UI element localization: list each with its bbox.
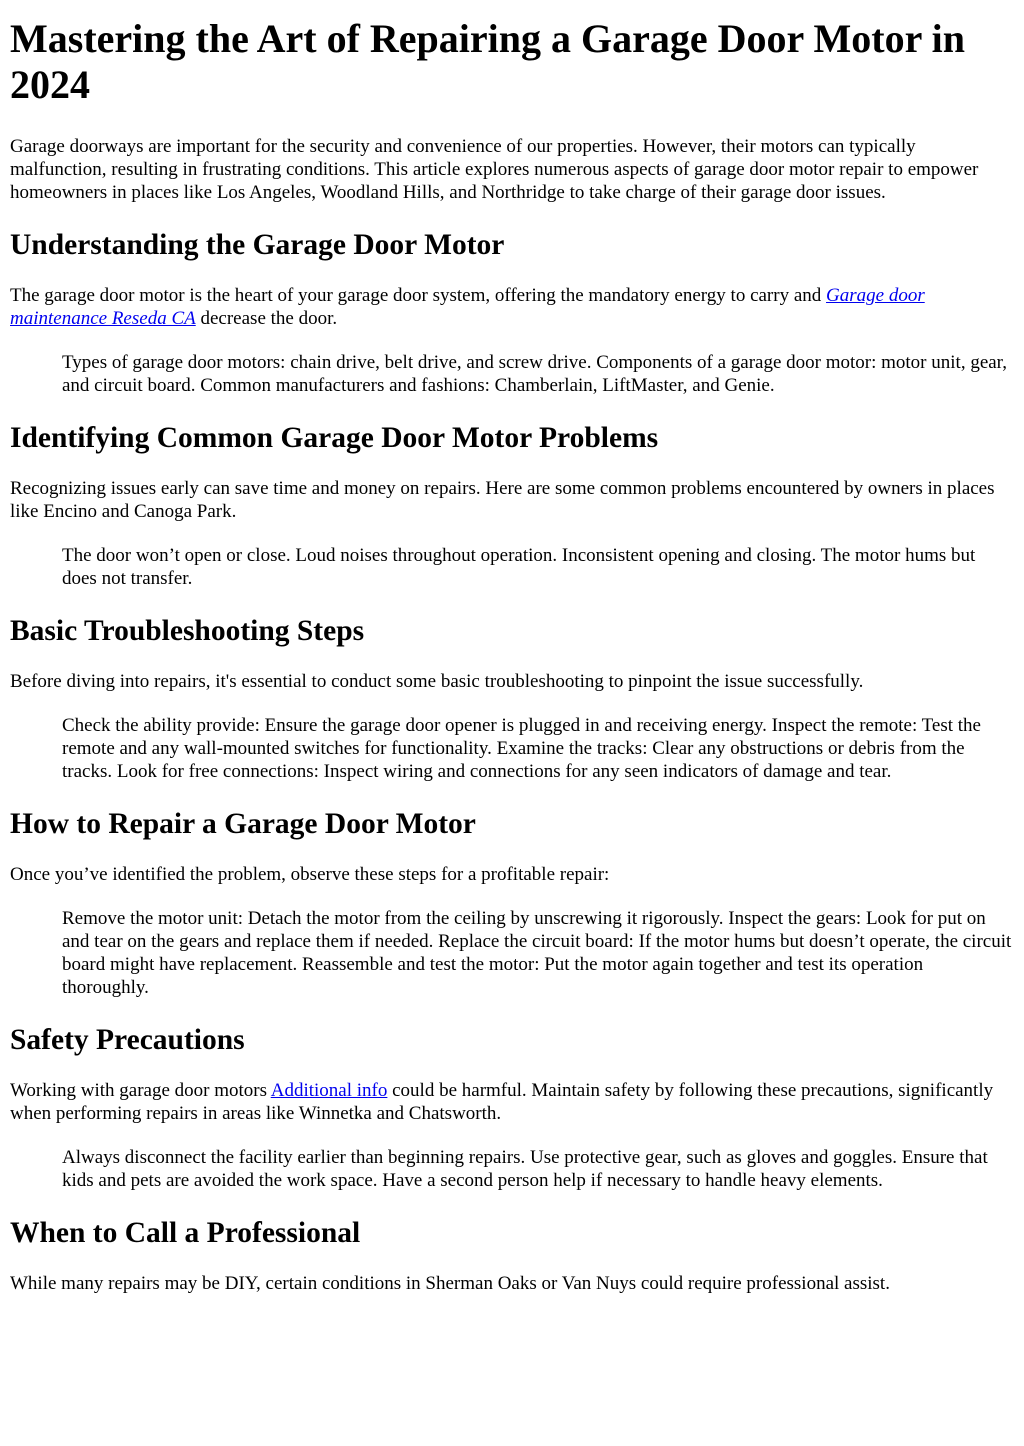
paragraph-text: Working with garage door motors bbox=[10, 1080, 271, 1101]
intro-paragraph: Garage doorways are important for the security and convenience of our properties. However, their motors can typically malfunction, resulting in frustrating conditions. This article explores numerous aspects of garage door motor repair to empower homeowners in places like Los Angeles, Woodland Hills, and Northridge to take charge of their garage door issues. bbox=[10, 136, 979, 203]
paragraph-text: The garage door motor is the heart of your garage door system, offering the mandatory energy to carry and bbox=[10, 285, 827, 306]
page-title: Mastering the Art of Repairing a Garage Door Motor in 2024 bbox=[10, 16, 966, 107]
link-additional-info[interactable]: Additional info bbox=[270, 1080, 388, 1101]
paragraph-text: decrease the door. bbox=[195, 308, 338, 329]
section-paragraph-identifying: Recognizing issues early can save time and money on repairs. Here are some common problems encountered by owners in places like Encino and Canoga Park. bbox=[10, 478, 995, 522]
section-paragraph-troubleshooting: Before diving into repairs, it's essential to conduct some basic troubleshooting to pinpoint the issue successfully. bbox=[10, 671, 864, 692]
section-quote-identifying: The door won’t open or close. Loud noises throughout operation. Inconsistent opening and closing. The motor hums but does not transfer. bbox=[62, 545, 976, 589]
section-heading-safety: Safety Precautions bbox=[10, 1024, 245, 1056]
section-heading-identifying: Identifying Common Garage Door Motor Problems bbox=[10, 422, 659, 454]
section-quote-understanding: Types of garage door motors: chain drive, belt drive, and screw drive. Components of a garage door motor: motor unit, gear, and circuit board. Common manufacturers and fashions: Chamberlain, LiftMaster, and Genie. bbox=[62, 352, 1007, 396]
section-quote-troubleshooting: Check the ability provide: Ensure the garage door opener is plugged in and receiving energy. Inspect the remote: Test the remote and any wall-mounted switches for functionality. Examine the tracks: Clear any obstructions or debris from the tracks. Look for free connections: Inspect wiring and connections for any seen indicators of damage and tear. bbox=[62, 715, 981, 782]
section-paragraph-professional: While many repairs may be DIY, certain conditions in Sherman Oaks or Van Nuys could require professional assist. bbox=[10, 1273, 890, 1294]
paragraph-text: could be harmful. Maintain safety by following these precautions, significantly when performing repairs in areas like Winnetka and Chatsworth. bbox=[10, 1080, 994, 1124]
section-paragraph-safety bbox=[10, 1079, 1014, 1125]
section-quote-safety: Always disconnect the facility earlier than beginning repairs. Use protective gear, such as gloves and goggles. Ensure that kids and pets are avoided the work space. Have a second person help if necessary to handle heavy elements. bbox=[62, 1147, 988, 1191]
section-paragraph-understanding bbox=[10, 284, 1014, 330]
section-quote-repair: Remove the motor unit: Detach the motor from the ceiling by unscrewing it rigorously. Inspect the gears: Look for put on and tear on the gears and replace them if needed. Replace the circuit board: If the motor hums but doesn’t operate, the circuit board might have replacement. Reassemble and test the motor: Put the motor again together and test its operation thoroughly. bbox=[62, 908, 1012, 998]
section-paragraph-repair: Once you’ve identified the problem, observe these steps for a profitable repair: bbox=[10, 864, 610, 885]
section-heading-understanding: Understanding the Garage Door Motor bbox=[10, 229, 505, 261]
section-heading-troubleshooting: Basic Troubleshooting Steps bbox=[10, 615, 365, 647]
section-heading-repair: How to Repair a Garage Door Motor bbox=[10, 808, 476, 840]
link-garage-door-maintenance[interactable]: Garage door maintenance Reseda CA bbox=[10, 285, 925, 329]
section-heading-professional: When to Call a Professional bbox=[10, 1217, 361, 1249]
